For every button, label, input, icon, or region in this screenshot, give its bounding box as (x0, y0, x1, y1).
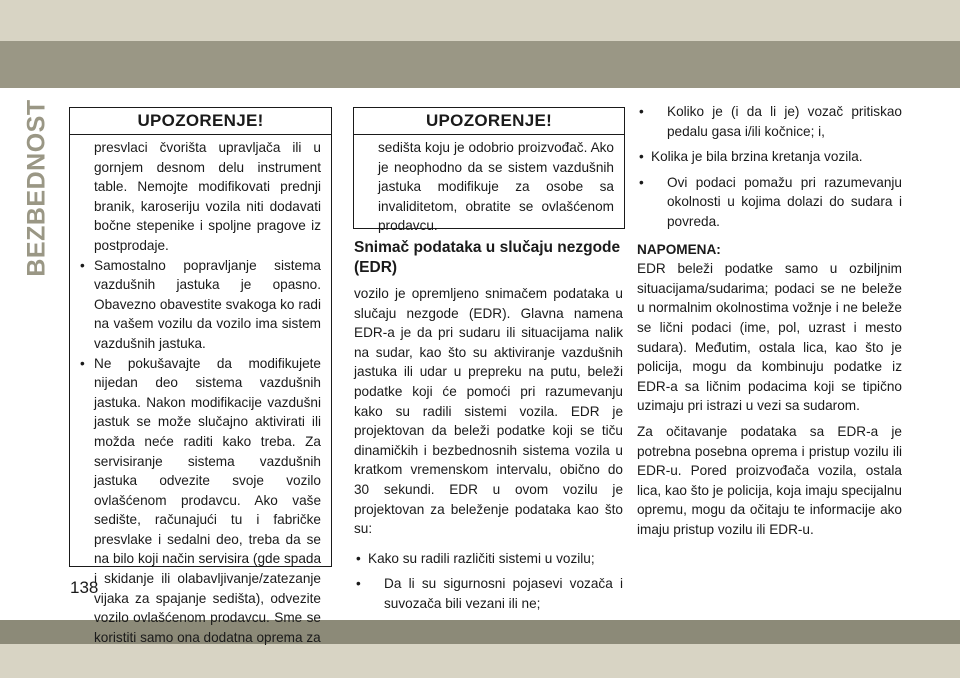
edr-bullets-middle (354, 549, 623, 614)
warning-left-continuation: presvlaci čvorišta upravljača ili u gornjem desnom delu instrument table. Nemojte modifikovati prednji branik, karoseriju vozila niti dodavati bočne stepenike i spoljne pragove iz postprodaje. (94, 140, 321, 253)
warning-middle-continuation: sedišta koju je odobrio proizvođač. Ako je neophodno da se sistem vazdušnih jastuka modifikuje za osobe sa invaliditetom, obratite se ovlašćenom prodavcu. (378, 140, 614, 234)
note-title: NAPOMENA: (637, 241, 721, 257)
list-item: • Koliko je (i da li je) vozač pritiskao pedalu gasa i/ili kočnice; i, (639, 104, 902, 139)
list-item: • Kolika je bila brzina kretanja vozila. (639, 149, 863, 165)
edr-reading-text: Za očitavanje podataka sa EDR-a je potrebna posebna oprema i pristup vozilu ili EDR-u. Pored proizvođača vozila, ostala lica, kao što je policija, koja imaju specijalnu opremu, mogu da očitaju te informacije ako imaju pristup vozilu ili EDR-u. (637, 423, 902, 537)
section-label-text: BEZBEDNOST (22, 99, 51, 277)
list-item: • Ne pokušavajte da modifikujete nijedan deo sistema vazdušnih jastuka. Nakon modifikacije vazdušni jastuk se može slučajno aktivirati ili možda neće raditi kako treba. Za servisiranje sistema vazdušnih jastuka odvezite svoje vozilo ovlašćenom prodavcu. Ako vaše sedište, računajući tu i fabričke presvlake i sedalni deo, treba da se na bilo koji način servisira (gde spada i skidanje ili olabavljivanje/zatezanje vijaka za spajanje sedišta), odvezite vozilo ovlašćenom prodavcu. Sme se koristiti samo ona dodatna oprema za (80, 355, 321, 645)
warning-title-middle: UPOZORENJE! (354, 108, 624, 135)
edr-intro: vozilo je opremljeno snimačem podataka u slučaju nezgode (EDR). Glavna namena EDR-a je da pri sudaru ili situacijama nalik na sudar, kao što su aktiviranje vazdušnih jastuka ili udar u prepreku na putu, beleži podatke koji će pomoći pri razumevanju kako su radili sistemi vozila. EDR je projektovan da beleži podatke koji se tiču dinamičkih i bezbednosnih sistema vozila u kratkom vremenskom intervalu, obično do 30 sekundi. EDR u ovom vozilu je projektovan za beleženje podataka kao što su: (354, 286, 623, 537)
warning-box-middle (353, 107, 625, 234)
list-item: • Samostalno popravljanje sistema vazdušnih jastuka je opasno. Obavezno obavestite svakoga ko radi na vašem vozilu da vozilo ima sistem vazdušnih jastuka. (80, 257, 321, 351)
list-item: • Ovi podaci pomažu pri razumevanju okolnosti u kojima dolazi do sudara i povreda. (639, 174, 902, 229)
edr-section-right (637, 102, 902, 545)
page-number: 138 (70, 578, 99, 597)
section-label (18, 99, 56, 277)
edr-heading: Snimač podataka u slučaju nezgode (EDR) (354, 239, 621, 276)
edr-section-middle (354, 238, 623, 620)
header-stripe (0, 41, 960, 88)
edr-bullets-right (637, 102, 902, 232)
list-item: • Da li su sigurnosni pojasevi vozača i suvozača bili vezani ili ne; (356, 576, 623, 611)
warning-left-bullets (80, 256, 321, 648)
note-text: EDR beleži podatke samo u ozbiljnim situacijama/sudarima; podaci se ne beleže u normalnim okolnostima vožnje i ne beleže se lični podaci (ime, pol, uzrast i mesto sudara). Međutim, ostala lica, kao što je policija, mogu da kombinuju podatke iz EDR-a sa ličnim podacima koji se tipično uzimaju pri istrazi u vezi sa sudarom. (637, 261, 902, 414)
warning-title-left: UPOZORENJE! (70, 108, 331, 135)
list-item: • Kako su radili različiti sistemi u vozilu; (356, 550, 595, 566)
